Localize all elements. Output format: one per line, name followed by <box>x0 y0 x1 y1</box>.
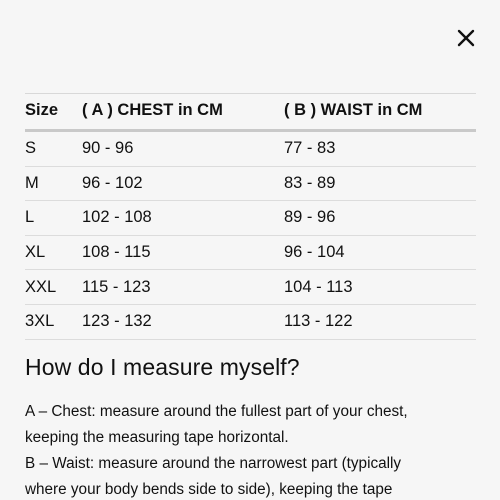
chest-cell: 123 - 132 <box>82 304 284 339</box>
table-header-row <box>25 94 476 131</box>
chest-cell: 96 - 102 <box>82 166 284 201</box>
instruction-line: where your body bends side to side), keeping the tape <box>25 481 393 498</box>
chest-cell: 102 - 108 <box>82 201 284 236</box>
instruction-line: A – Chest: measure around the fullest part of your chest, <box>25 403 408 420</box>
waist-cell: 113 - 122 <box>284 304 476 339</box>
header-waist: ( B ) WAIST in CM <box>284 94 476 131</box>
waist-cell: 83 - 89 <box>284 166 476 201</box>
waist-cell: 96 - 104 <box>284 235 476 270</box>
table-row <box>25 304 476 339</box>
waist-cell: 89 - 96 <box>284 201 476 236</box>
table-row <box>25 235 476 270</box>
close-icon <box>452 24 480 52</box>
size-cell: XXL <box>25 270 82 305</box>
instruction-line: B – Waist: measure around the narrowest part (typically <box>25 455 402 472</box>
chest-cell: 115 - 123 <box>82 270 284 305</box>
size-cell: M <box>25 166 82 201</box>
size-cell: S <box>25 131 82 167</box>
table-row <box>25 131 476 167</box>
waist-cell: 77 - 83 <box>284 131 476 167</box>
chest-cell: 108 - 115 <box>82 235 284 270</box>
header-chest: ( A ) CHEST in CM <box>82 94 284 131</box>
instruction-line: keeping the measuring tape horizontal. <box>25 429 289 446</box>
measure-heading: How do I measure myself? <box>25 354 300 380</box>
table-row <box>25 166 476 201</box>
measure-instructions <box>25 399 485 500</box>
table-row <box>25 270 476 305</box>
close-button[interactable] <box>452 24 480 52</box>
size-cell: XL <box>25 235 82 270</box>
size-cell: L <box>25 201 82 236</box>
chest-cell: 90 - 96 <box>82 131 284 167</box>
waist-cell: 104 - 113 <box>284 270 476 305</box>
table-row <box>25 201 476 236</box>
size-chart-table <box>25 93 476 340</box>
size-cell: 3XL <box>25 304 82 339</box>
header-size: Size <box>25 94 82 131</box>
